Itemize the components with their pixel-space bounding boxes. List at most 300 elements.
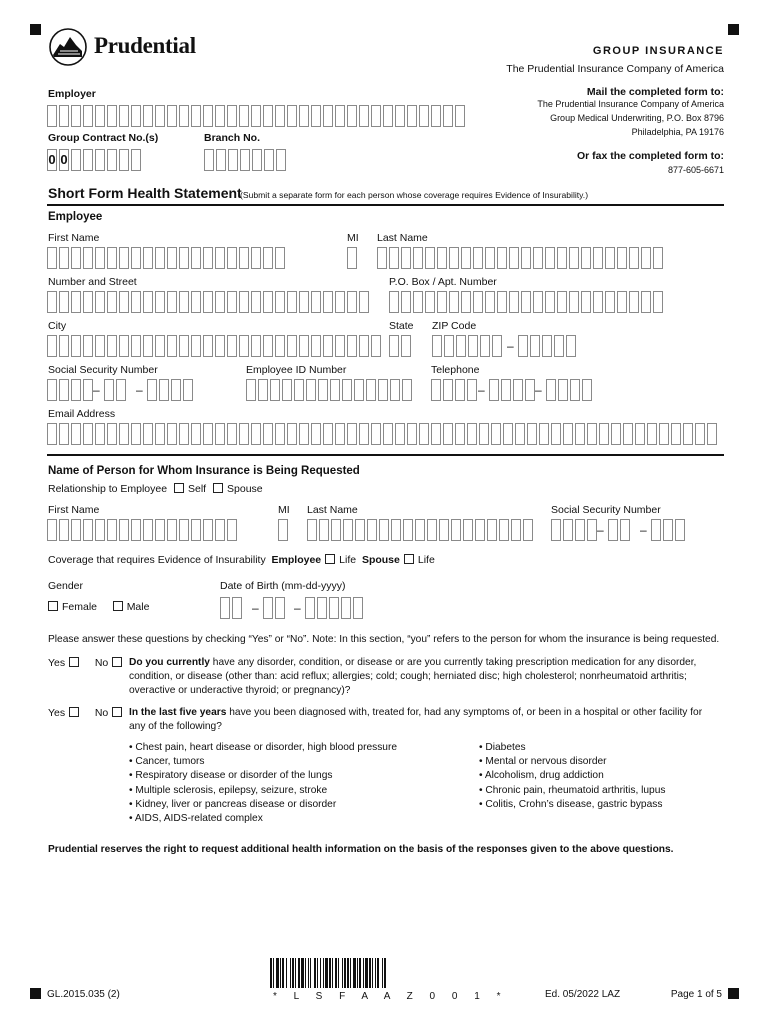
box-cell[interactable] <box>107 291 117 313</box>
box-cell[interactable] <box>264 149 274 171</box>
box-cell[interactable] <box>227 247 237 269</box>
state-input[interactable] <box>389 335 413 357</box>
box-cell[interactable] <box>323 335 333 357</box>
box-cell[interactable] <box>270 379 280 401</box>
box-cell[interactable] <box>402 379 412 401</box>
box-cell[interactable] <box>575 519 585 541</box>
spouse-checkbox[interactable] <box>213 483 223 493</box>
box-cell[interactable] <box>107 335 117 357</box>
box-cell[interactable] <box>171 379 181 401</box>
box-cell[interactable] <box>183 379 193 401</box>
box-cell[interactable] <box>215 105 225 127</box>
box-cell[interactable] <box>216 149 226 171</box>
box-cell[interactable] <box>143 519 153 541</box>
box-cell[interactable] <box>533 291 543 313</box>
box-cell[interactable] <box>355 519 365 541</box>
box-cell[interactable] <box>444 335 454 357</box>
box-cell[interactable] <box>491 423 501 445</box>
po-box-input[interactable] <box>389 291 665 313</box>
box-cell[interactable] <box>695 423 705 445</box>
box-cell[interactable] <box>155 247 165 269</box>
box-cell[interactable] <box>215 519 225 541</box>
box-cell[interactable] <box>439 519 449 541</box>
person-last-name-input[interactable] <box>307 519 535 541</box>
box-cell[interactable] <box>47 247 57 269</box>
box-cell[interactable] <box>485 247 495 269</box>
box-cell[interactable] <box>425 247 435 269</box>
box-cell[interactable] <box>570 379 580 401</box>
box-cell[interactable] <box>179 105 189 127</box>
box-cell[interactable] <box>71 105 81 127</box>
box-cell[interactable] <box>191 291 201 313</box>
box-cell[interactable] <box>107 519 117 541</box>
box-cell[interactable] <box>323 105 333 127</box>
box-cell[interactable] <box>203 519 213 541</box>
box-cell[interactable] <box>318 379 328 401</box>
box-cell[interactable] <box>147 379 157 401</box>
box-cell[interactable] <box>455 423 465 445</box>
box-cell[interactable] <box>707 423 717 445</box>
box-cell[interactable] <box>307 519 317 541</box>
box-cell[interactable] <box>131 105 141 127</box>
box-cell[interactable] <box>330 379 340 401</box>
box-cell[interactable] <box>107 247 117 269</box>
box-cell[interactable] <box>299 335 309 357</box>
box-cell[interactable] <box>335 423 345 445</box>
box-cell[interactable] <box>379 519 389 541</box>
box-cell[interactable] <box>71 335 81 357</box>
box-cell[interactable] <box>278 519 288 541</box>
box-cell[interactable] <box>551 519 561 541</box>
box-cell[interactable] <box>525 379 535 401</box>
box-cell[interactable] <box>675 519 685 541</box>
box-cell[interactable] <box>503 423 513 445</box>
box-cell[interactable] <box>623 423 633 445</box>
telephone-line-input[interactable] <box>546 379 594 401</box>
box-cell[interactable] <box>347 291 357 313</box>
box-cell[interactable] <box>317 597 327 619</box>
box-cell[interactable] <box>641 291 651 313</box>
box-cell[interactable] <box>323 291 333 313</box>
dob-year-input[interactable] <box>305 597 365 619</box>
box-cell[interactable] <box>492 335 502 357</box>
box-cell[interactable] <box>47 379 57 401</box>
box-cell[interactable] <box>251 247 261 269</box>
dob-month-input[interactable] <box>220 597 244 619</box>
box-cell[interactable] <box>437 291 447 313</box>
box-cell[interactable] <box>371 105 381 127</box>
box-cell[interactable] <box>395 423 405 445</box>
box-cell[interactable] <box>287 105 297 127</box>
box-cell[interactable] <box>371 423 381 445</box>
city-input[interactable] <box>47 335 383 357</box>
box-cell[interactable] <box>131 247 141 269</box>
box-cell[interactable] <box>59 335 69 357</box>
box-cell[interactable] <box>629 247 639 269</box>
box-cell[interactable] <box>671 423 681 445</box>
box-cell[interactable] <box>275 105 285 127</box>
box-cell[interactable] <box>413 247 423 269</box>
box-cell[interactable] <box>215 335 225 357</box>
zip-plus4-input[interactable] <box>518 335 578 357</box>
box-cell[interactable] <box>383 423 393 445</box>
box-cell[interactable] <box>252 149 262 171</box>
group-contract-input[interactable]: 0 0 <box>47 149 143 171</box>
box-cell[interactable] <box>468 335 478 357</box>
box-cell[interactable] <box>155 519 165 541</box>
box-cell[interactable] <box>575 423 585 445</box>
box-cell[interactable] <box>401 291 411 313</box>
box-cell[interactable] <box>431 423 441 445</box>
box-cell[interactable] <box>593 291 603 313</box>
box-cell[interactable] <box>107 105 117 127</box>
box-cell[interactable] <box>587 519 597 541</box>
employer-input[interactable] <box>47 105 467 127</box>
box-cell[interactable] <box>341 597 351 619</box>
box-cell[interactable] <box>581 291 591 313</box>
box-cell[interactable] <box>527 423 537 445</box>
box-cell[interactable] <box>155 335 165 357</box>
box-cell[interactable] <box>530 335 540 357</box>
box-cell[interactable] <box>179 291 189 313</box>
box-cell[interactable] <box>263 423 273 445</box>
box-cell[interactable] <box>554 335 564 357</box>
box-cell[interactable] <box>263 247 273 269</box>
box-cell[interactable] <box>480 335 490 357</box>
box-cell[interactable] <box>71 519 81 541</box>
box-cell[interactable] <box>511 519 521 541</box>
box-cell[interactable] <box>383 105 393 127</box>
box-cell[interactable] <box>557 247 567 269</box>
box-cell[interactable] <box>203 105 213 127</box>
box-cell[interactable] <box>323 423 333 445</box>
box-cell[interactable] <box>143 247 153 269</box>
box-cell[interactable] <box>71 247 81 269</box>
box-cell[interactable] <box>83 335 93 357</box>
box-cell[interactable] <box>251 423 261 445</box>
box-cell[interactable] <box>651 519 661 541</box>
box-cell[interactable] <box>263 291 273 313</box>
box-cell[interactable] <box>179 335 189 357</box>
box-cell[interactable] <box>95 291 105 313</box>
box-cell[interactable] <box>104 379 114 401</box>
box-cell[interactable] <box>227 519 237 541</box>
box-cell[interactable] <box>143 423 153 445</box>
zip-input[interactable] <box>432 335 504 357</box>
box-cell[interactable] <box>347 247 357 269</box>
box-cell[interactable] <box>228 149 238 171</box>
box-cell[interactable] <box>227 105 237 127</box>
box-cell[interactable] <box>389 247 399 269</box>
person-ssn-part1-input[interactable] <box>551 519 599 541</box>
box-cell[interactable] <box>299 105 309 127</box>
box-cell[interactable] <box>443 423 453 445</box>
box-cell[interactable] <box>391 519 401 541</box>
box-cell[interactable] <box>275 247 285 269</box>
box-cell[interactable] <box>593 247 603 269</box>
box-cell[interactable] <box>359 291 369 313</box>
box-cell[interactable] <box>191 423 201 445</box>
box-cell[interactable] <box>359 423 369 445</box>
box-cell[interactable] <box>119 291 129 313</box>
box-cell[interactable] <box>599 423 609 445</box>
box-cell[interactable] <box>239 423 249 445</box>
box-cell[interactable] <box>47 519 57 541</box>
box-cell[interactable] <box>71 379 81 401</box>
box-cell[interactable] <box>335 105 345 127</box>
box-cell[interactable] <box>263 105 273 127</box>
box-cell[interactable] <box>569 291 579 313</box>
box-cell[interactable] <box>617 291 627 313</box>
box-cell[interactable] <box>449 291 459 313</box>
box-cell[interactable] <box>515 423 525 445</box>
box-cell[interactable] <box>647 423 657 445</box>
box-cell[interactable] <box>359 105 369 127</box>
box-cell[interactable] <box>311 335 321 357</box>
employee-life-checkbox[interactable] <box>325 554 335 564</box>
box-cell[interactable] <box>59 519 69 541</box>
box-cell[interactable] <box>119 105 129 127</box>
box-cell[interactable] <box>227 423 237 445</box>
box-cell[interactable] <box>275 423 285 445</box>
box-cell[interactable] <box>83 379 93 401</box>
box-cell[interactable] <box>608 519 618 541</box>
box-cell[interactable] <box>131 423 141 445</box>
box-cell[interactable] <box>131 335 141 357</box>
box-cell[interactable] <box>59 379 69 401</box>
branch-input[interactable] <box>204 149 288 171</box>
person-ssn-part2-input[interactable] <box>608 519 632 541</box>
box-cell[interactable] <box>347 105 357 127</box>
box-cell[interactable] <box>203 423 213 445</box>
box-cell[interactable] <box>59 105 69 127</box>
q1-yes-checkbox[interactable] <box>69 657 79 667</box>
box-cell[interactable] <box>191 247 201 269</box>
box-cell[interactable] <box>167 423 177 445</box>
box-cell[interactable] <box>227 291 237 313</box>
box-cell[interactable] <box>95 247 105 269</box>
box-cell[interactable] <box>305 597 315 619</box>
box-cell[interactable] <box>473 291 483 313</box>
box-cell[interactable] <box>461 291 471 313</box>
box-cell[interactable] <box>443 105 453 127</box>
box-cell[interactable] <box>294 379 304 401</box>
box-cell[interactable] <box>311 105 321 127</box>
box-cell[interactable] <box>629 291 639 313</box>
box-cell[interactable] <box>353 597 363 619</box>
box-cell[interactable] <box>59 247 69 269</box>
box-cell[interactable] <box>501 379 511 401</box>
box-cell[interactable] <box>407 105 417 127</box>
box-cell[interactable] <box>239 291 249 313</box>
box-cell[interactable] <box>641 247 651 269</box>
box-cell[interactable] <box>331 519 341 541</box>
box-cell[interactable] <box>319 519 329 541</box>
box-cell[interactable] <box>119 335 129 357</box>
box-cell[interactable] <box>299 423 309 445</box>
box-cell[interactable] <box>390 379 400 401</box>
box-cell[interactable] <box>167 247 177 269</box>
box-cell[interactable] <box>95 105 105 127</box>
q1-no-checkbox[interactable] <box>112 657 122 667</box>
box-cell[interactable] <box>359 335 369 357</box>
box-cell[interactable] <box>215 423 225 445</box>
box-cell[interactable] <box>215 247 225 269</box>
box-cell[interactable] <box>143 335 153 357</box>
box-cell[interactable] <box>119 519 129 541</box>
box-cell[interactable] <box>251 291 261 313</box>
box-cell[interactable] <box>431 379 441 401</box>
box-cell[interactable] <box>605 247 615 269</box>
box-cell[interactable] <box>467 423 477 445</box>
box-cell[interactable] <box>191 519 201 541</box>
box-cell[interactable] <box>378 379 388 401</box>
box-cell[interactable] <box>479 423 489 445</box>
box-cell[interactable] <box>617 247 627 269</box>
box-cell[interactable] <box>413 291 423 313</box>
box-cell[interactable] <box>427 519 437 541</box>
box-cell[interactable] <box>204 149 214 171</box>
box-cell[interactable] <box>403 519 413 541</box>
box-cell[interactable] <box>431 105 441 127</box>
box-cell[interactable] <box>367 519 377 541</box>
box-cell[interactable] <box>143 105 153 127</box>
q2-no-checkbox[interactable] <box>112 707 122 717</box>
box-cell[interactable] <box>329 597 339 619</box>
box-cell[interactable] <box>389 291 399 313</box>
box-cell[interactable] <box>569 247 579 269</box>
box-cell[interactable] <box>449 247 459 269</box>
box-cell[interactable] <box>155 105 165 127</box>
box-cell[interactable] <box>246 379 256 401</box>
box-cell[interactable] <box>203 291 213 313</box>
box-cell[interactable] <box>425 291 435 313</box>
box-cell[interactable] <box>263 335 273 357</box>
box-cell[interactable] <box>203 335 213 357</box>
box-cell[interactable] <box>461 247 471 269</box>
box-cell[interactable] <box>463 519 473 541</box>
box-cell[interactable] <box>179 247 189 269</box>
box-cell[interactable] <box>653 247 663 269</box>
box-cell[interactable] <box>275 597 285 619</box>
box-cell[interactable] <box>311 423 321 445</box>
box-cell[interactable] <box>539 423 549 445</box>
box-cell[interactable] <box>83 247 93 269</box>
box-cell[interactable] <box>487 519 497 541</box>
box-cell[interactable] <box>389 335 399 357</box>
email-input[interactable] <box>47 423 719 445</box>
box-cell[interactable] <box>377 247 387 269</box>
box-cell[interactable] <box>509 247 519 269</box>
box-cell[interactable] <box>59 291 69 313</box>
box-cell[interactable] <box>155 291 165 313</box>
box-cell[interactable] <box>287 291 297 313</box>
box-cell[interactable] <box>443 379 453 401</box>
self-checkbox[interactable] <box>174 483 184 493</box>
box-cell[interactable] <box>335 335 345 357</box>
box-cell[interactable] <box>311 291 321 313</box>
box-cell[interactable] <box>455 105 465 127</box>
employee-last-name-input[interactable] <box>377 247 665 269</box>
employee-id-input[interactable] <box>246 379 414 401</box>
box-cell[interactable] <box>513 379 523 401</box>
box-cell[interactable] <box>546 379 556 401</box>
box-cell[interactable] <box>258 379 268 401</box>
box-cell[interactable] <box>179 519 189 541</box>
box-cell[interactable] <box>566 335 576 357</box>
box-cell[interactable] <box>275 335 285 357</box>
box-cell[interactable] <box>558 379 568 401</box>
box-cell[interactable] <box>533 247 543 269</box>
box-cell[interactable] <box>119 247 129 269</box>
box-cell[interactable] <box>167 519 177 541</box>
telephone-area-input[interactable] <box>431 379 479 401</box>
box-cell[interactable] <box>167 105 177 127</box>
box-cell[interactable] <box>489 379 499 401</box>
box-cell[interactable] <box>220 597 230 619</box>
box-cell[interactable] <box>582 379 592 401</box>
box-cell[interactable] <box>159 379 169 401</box>
box-cell[interactable] <box>497 247 507 269</box>
box-cell[interactable] <box>611 423 621 445</box>
box-cell[interactable] <box>251 105 261 127</box>
box-cell[interactable] <box>119 423 129 445</box>
box-cell[interactable] <box>335 291 345 313</box>
male-checkbox[interactable] <box>113 601 123 611</box>
box-cell[interactable] <box>419 105 429 127</box>
box-cell[interactable] <box>47 335 57 357</box>
box-cell[interactable] <box>251 335 261 357</box>
box-cell[interactable] <box>95 423 105 445</box>
box-cell[interactable] <box>581 247 591 269</box>
box-cell[interactable] <box>620 519 630 541</box>
box-cell[interactable] <box>287 335 297 357</box>
box-cell[interactable] <box>342 379 352 401</box>
box-cell[interactable] <box>499 519 509 541</box>
box-cell[interactable] <box>83 105 93 127</box>
person-ssn-part3-input[interactable] <box>651 519 687 541</box>
box-cell[interactable] <box>107 423 117 445</box>
box-cell[interactable] <box>239 105 249 127</box>
box-cell[interactable] <box>401 335 411 357</box>
ssn-part3-input[interactable] <box>147 379 195 401</box>
box-cell[interactable] <box>275 291 285 313</box>
box-cell[interactable] <box>509 291 519 313</box>
box-cell[interactable] <box>59 423 69 445</box>
box-cell[interactable] <box>116 379 126 401</box>
box-cell[interactable] <box>282 379 292 401</box>
box-cell[interactable] <box>518 335 528 357</box>
box-cell[interactable] <box>167 291 177 313</box>
box-cell[interactable] <box>343 519 353 541</box>
q2-yes-checkbox[interactable] <box>69 707 79 717</box>
box-cell[interactable] <box>451 519 461 541</box>
person-first-name-input[interactable] <box>47 519 239 541</box>
box-cell[interactable] <box>263 597 273 619</box>
box-cell[interactable] <box>587 423 597 445</box>
box-cell[interactable] <box>143 291 153 313</box>
ssn-part2-input[interactable] <box>104 379 128 401</box>
box-cell[interactable] <box>366 379 376 401</box>
box-cell[interactable] <box>521 291 531 313</box>
box-cell[interactable] <box>227 335 237 357</box>
box-cell[interactable] <box>287 423 297 445</box>
box-cell[interactable] <box>95 335 105 357</box>
box-cell[interactable] <box>191 105 201 127</box>
box-cell[interactable] <box>71 291 81 313</box>
box-cell[interactable] <box>347 335 357 357</box>
box-cell[interactable] <box>240 149 250 171</box>
